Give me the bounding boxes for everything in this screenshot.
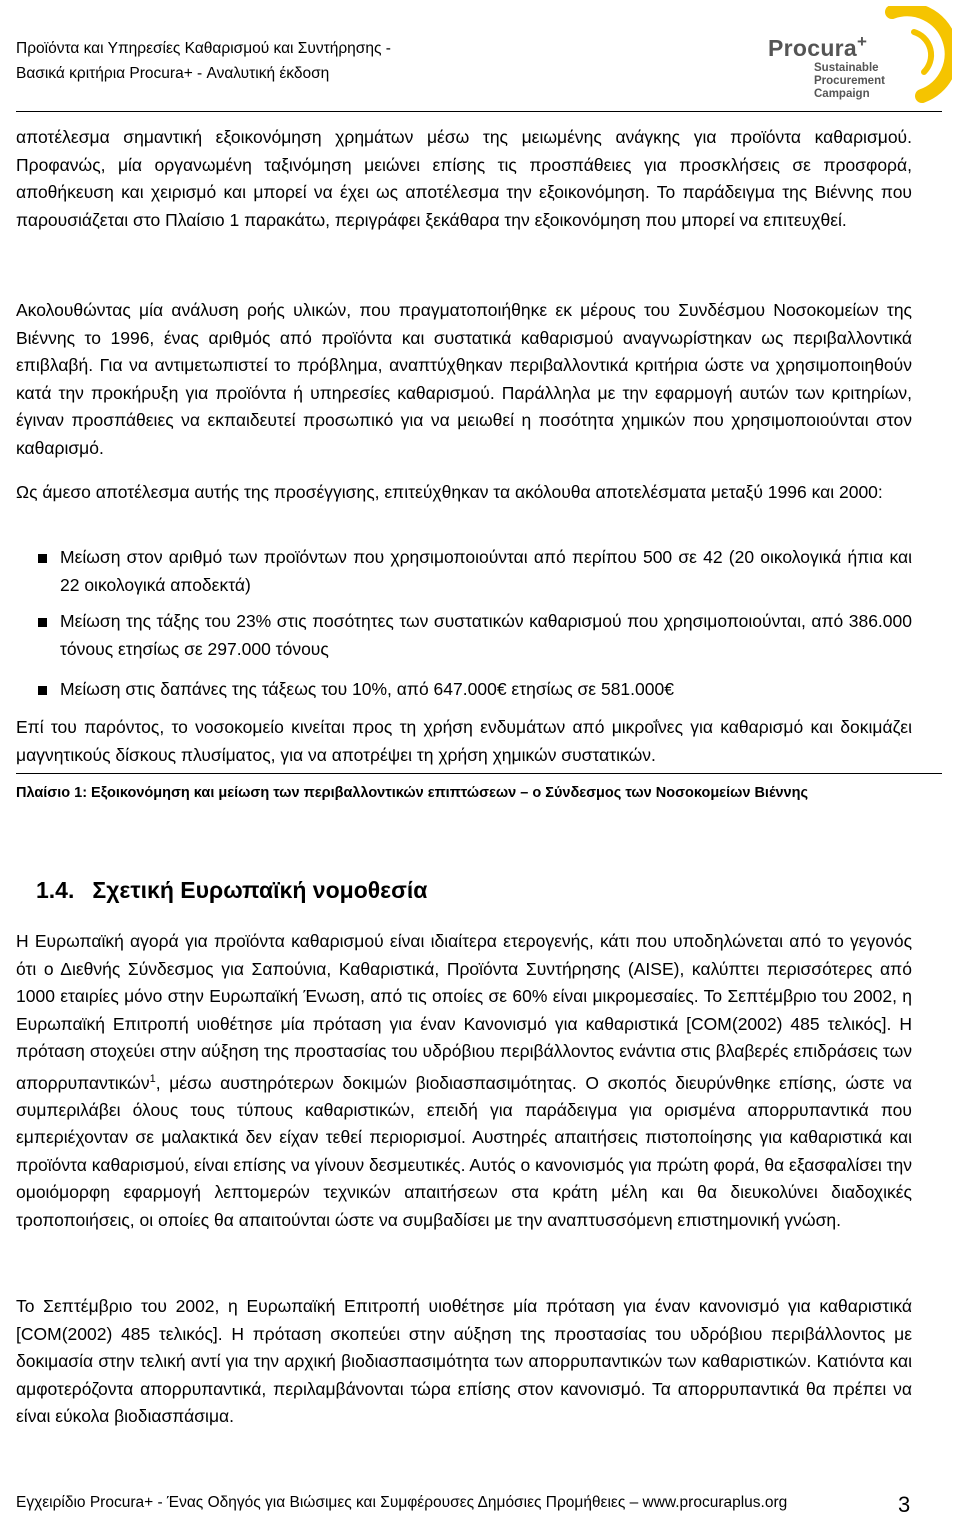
section-title: Σχετική Ευρωπαϊκή νομοθεσία [92, 877, 428, 903]
box-paragraph-1: Ακολουθώντας μία ανάλυση ροής υλικών, που πραγματοποιήθηκε εκ μέρους του Συνδέσμου Νοσοκομείων της Βιέννης το 1996, ένας αριθμός από προϊόντα και συστατικά καθαρισμού αναγνωρίστηκαν ως περιβαλλοντικά επιβλαβή. Για να αντιμετωπιστεί το πρόβλημα, αναπτύχθηκαν περιβαλλοντικά κριτήρια ώστε να χρησιμοποιηθούν κατά την προκήρυξη για προϊόντα ή υπηρεσίες καθαρισμού. Παράλληλα με την εφαρμογή αυτών των κριτηρίων, έγιναν προσπάθειες να εκπαιδευτεί προσωπικό για να μειωθεί η ποσότητα χημικών που χρησιμοποιούνται στον καθαρισμό. [16, 300, 912, 458]
document-header [16, 36, 391, 86]
bullet-item: Μείωση της τάξης του 23% στις ποσότητες των συστατικών καθαρισμού που χρησιμοποιούνται, από 386.000 τόνους ετησίως σε 297.000 τόνους [60, 608, 912, 663]
header-rule [16, 111, 942, 112]
page-footer: Εγχειρίδιο Procura+ - Ένας Οδηγός για Βιώσιμες και Συμφέρουσες Δημόσιες Προμήθειες – www.procuraplus.org [16, 1494, 788, 1511]
box-rule [16, 773, 942, 774]
footnote-mark: 1 [149, 1072, 156, 1085]
bullet-square-icon [38, 686, 47, 695]
box-paragraph-3: Επί του παρόντος, το νοσοκομείο κινείται προς τη χρήση ενδυμάτων από μικροΐνες για καθαρισμό και δοκιμάζει μαγνητικούς δίσκους πλυσίματος, για να αποτρέψει τη χρήση χημικών συστατικών. [16, 717, 912, 765]
bullet-square-icon [38, 618, 47, 627]
section-paragraph-2: Το Σεπτέμβριο του 2002, η Ευρωπαϊκή Επιτροπή υιοθέτησε μία πρόταση για έναν κανονισμό για καθαριστικά [COM(2002) 485 τελικός]. Η πρόταση σκοπεύει στην αύξηση της προστασίας του υδρόβιου περιβάλλοντος με δοκιμασία στην τελική αντί για την αρχική βιοδιασπασιμότητα των απορρυπαντικών των καθαριστικών. Κατιόντα και αμφοτερόζοντα απορρυπαντικά, περιλαμβάνονται τώρα επίσης στον κανονισμό. Τα απορρυπαντικά θα πρέπει να είναι εύκολα βιοδιασπάσιμα. [16, 1296, 912, 1426]
header-line-2: Βασικά κριτήρια Procura+ - Αναλυτική έκδοση [16, 65, 330, 82]
bullet-item: Μείωση στον αριθμό των προϊόντων που χρησιμοποιούνται από περίπου 500 σε 42 (20 οικολογικά ήπια και 22 οικολογικά αποδεκτά) [60, 544, 912, 599]
section-number: 1.4. [36, 877, 75, 903]
logo-brand: Procura+ [768, 32, 868, 61]
bullet-square-icon [38, 554, 47, 563]
section-paragraph-1: Η Ευρωπαϊκή αγορά για προϊόντα καθαρισμού είναι ιδιαίτερα ετερογενής, κάτι που υποδηλώνεται από το γεγονός ότι ο Διεθνής Σύνδεσμος για Σαπούνια, Καθαριστικά, Προϊόντα Συντήρησης (AISE), καλύπτει περισσότερες από 1000 εταιρίες μόνο στην Ευρωπαϊκή Ένωση, από τις οποίες σε 60% είναι μικρομεσαίες. Το Σεπτέμβριο του 2002, η Ευρωπαϊκή Επιτροπή υιοθέτησε μία πρόταση για έναν Κανονισμό για καθαριστικά [COM(2002) 485 τελικός]. Η πρόταση στοχεύει στην αύξηση της προστασίας του υδρόβιου περιβάλλοντος ενάντια στις βλαβερές επιδράσεις των απορρυπαντικών$^1$, μέσω αυστηρότερων δοκιμών βιοδιασπασιμότητας. Ο σκοπός διευρύνθηκε επίσης, ώστε να συμπεριλάβει όλους τους τύπους καθαριστικών, επειδή για παράδειγμα για ορισμένα απορρυπαντικά που εμπεριέχονταν σε μαλακτικά δεν είχαν τεθεί περιορισμοί. Αυστηρές απαιτήσεις πιστοποίησης για καθαριστικά και προϊόντα καθαρισμού, είναι επίσης να γίνουν δεσμευτικές. Αυτός ο κανονισμός για πρώτη φορά, θα εξασφαλίσει την ομοιόμορφη εφαρμογή λεπτομερών τεχνικών απαιτήσεων στα κράτη μέλη και θα διευκολύνει διαδοχικές τροποποιήσεις, οι οποίες θα απαιτούνται ώστε να συμβαδίσει με την αναπτυσσόμενη επιστημονική γνώση. [16, 931, 912, 1230]
box-caption: Πλαίσιο 1: Εξοικονόμηση και μείωση των περιβαλλοντικών επιπτώσεων – ο Σύνδεσμος των Νοσοκομείων Βιέννης [16, 785, 809, 801]
page-number: 3 [898, 1492, 911, 1517]
intro-paragraph: αποτέλεσμα σημαντική εξοικονόμηση χρημάτων μέσω της μειωμένης ανάγκης για προϊόντα καθαρισμού. Προφανώς, μία οργανωμένη ταξινόμηση μειώνει επίσης τις προσπάθειες για προσκλήσεις σε προσφορά, αποθήκευση και χειρισμό και μπορεί να έχει ως αποτέλεσμα την εξοικονόμηση. Το παράδειγμα της Βιέννης που παρουσιάζεται στο Πλαίσιο 1 παρακάτω, περιγράφει ξεκάθαρα την εξοικονόμηση που μπορεί να επιτευχθεί. [16, 127, 912, 230]
logo-tagline: Sustainable Procurement Campaign [814, 62, 885, 100]
header-line-1: Προϊόντα και Υπηρεσίες Καθαρισμού και Συντήρησης - [16, 40, 391, 57]
section-heading [36, 877, 427, 904]
box-paragraph-2: Ως άμεσο αποτέλεσμα αυτής της προσέγγισης, επιτεύχθηκαν τα ακόλουθα αποτελέσματα μεταξύ 1996 και 2000: [16, 482, 883, 502]
bullet-item: Μείωση στις δαπάνες της τάξεως του 10%, από 647.000€ ετησίως σε 581.000€ [60, 676, 912, 704]
procura-logo [762, 6, 952, 102]
